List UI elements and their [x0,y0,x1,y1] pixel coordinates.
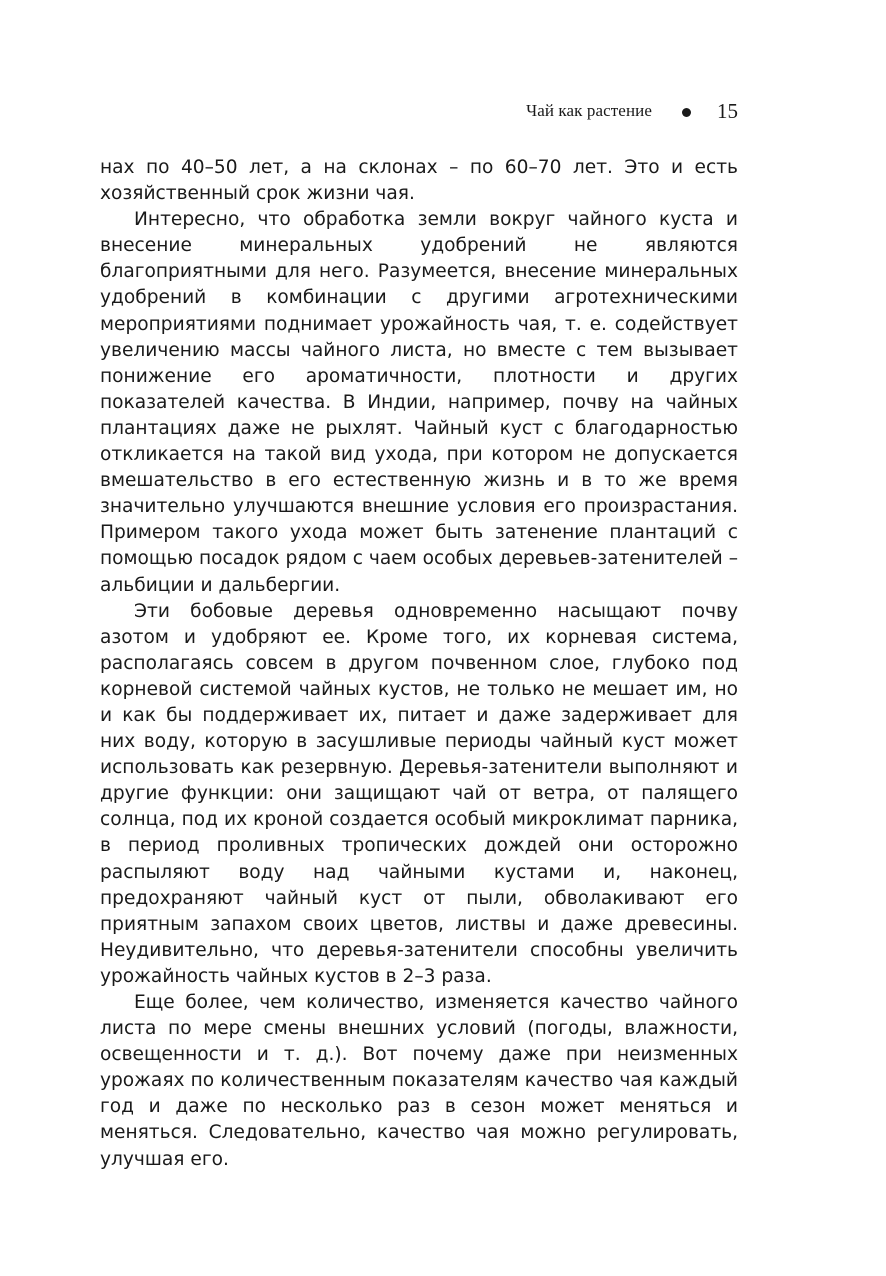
body-text [100,155,738,1173]
page-number: 15 [717,98,738,123]
running-head [100,96,738,126]
paragraph: Эти бобовые деревья одновременно насыщают почву азотом и удобряют ее. Кроме того, их корневая система, располагаясь совсем в другом почвенном слое, глубоко под корневой системой чайных кустов, не только не мешает им, но и как бы поддерживает их, питает и даже задерживает для них воду, которую в засушливые периоды чайный куст может использовать как резервную. Деревья-затенители выполняют и другие функции: они защищают чай от ветра, от палящего солнца, под их кроной создается особый микроклимат парника, в период проливных тропических дождей они осторожно распыляют воду над чайными кустами и, наконец, предохраняют чайный куст от пыли, обволакивают его приятным запахом своих цветов, листвы и даже древесины. Неудивительно, что деревья-затенители способны увеличить урожайность чайных кустов в 2–3 раза. [100,600,738,987]
paragraph-continuation: нах по 40–50 лет, а на склонах – по 60–70 лет. Это и есть хозяйственный срок жизни чая. [100,157,738,205]
paragraph: Интересно, что обработка земли вокруг чайного куста и внесение минеральных удобрений не являются благоприятными для него. Разумеется, внесение минеральных удобрений в комбинации с другими агротехническими мероприятиями поднимает урожайность чая, т. е. содействует увеличению массы чайного листа, но вместе с тем вызывает понижение его ароматичности, плотности и других показателей качества. В Индии, например, почву на чайных плантациях даже не рыхлят. Чайный куст с благодарностью откликается на такой вид ухода, при котором не допускается вмешательство в его естественную жизнь и в то же время значительно улучшаются внешние условия его произрастания. Примером такого ухода может быть затенение плантаций с помощью посадок рядом с чаем особых деревьев-затенителей – альбиции и дальбергии. [100,209,738,596]
paragraph: Еще более, чем количество, изменяется качество чайного листа по мере смены внешних условий (погоды, влажности, освещенности и т. д.). Вот почему даже при неизменных урожаях по количественным показателям качество чая каждый год и даже по несколько раз в сезон может меняться и меняться. Следовательно, качество чая можно регулировать, улучшая его. [100,992,738,1170]
bullet-separator-icon [682,108,691,117]
running-title: Чай как растение [526,101,652,120]
